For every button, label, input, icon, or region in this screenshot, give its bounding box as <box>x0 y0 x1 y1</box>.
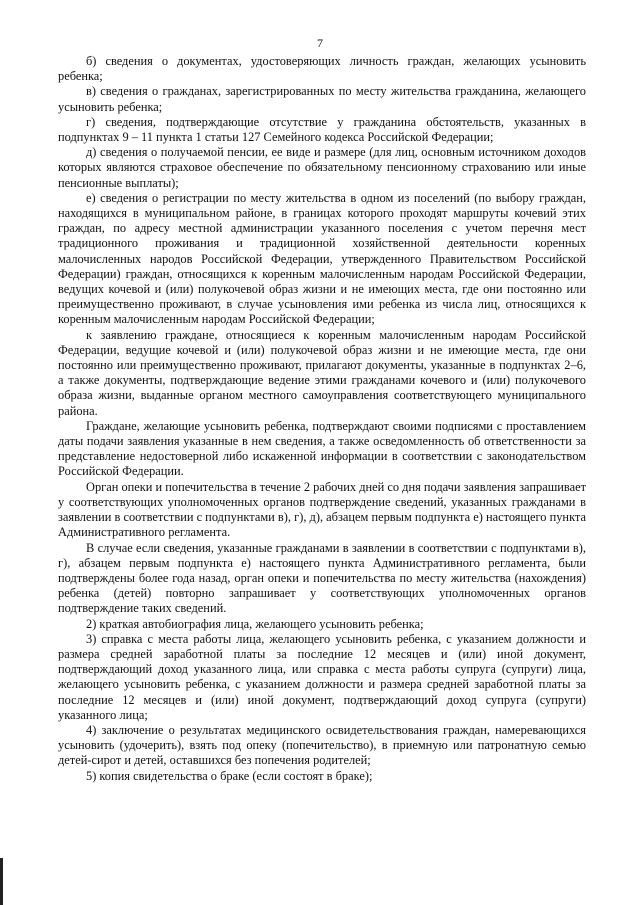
paragraph-e-registration-info: е) сведения о регистрации по месту жительства в одном из поселений (по выбору граждан, находящихся в муниципальном районе, в границах которого проходят маршруты кочевий этих граждан, по адресу местной администрации указанного поселения с учетом перечня мест традиционного проживания и традиционной хозяйственной деятельности коренных малочисленных народов Российской Федерации, утвержденного Правительством Российской Федерации) граждан, относящихся к коренным малочисленным народам Российской Федерации, ведущих кочевой и (или) полукочевой образ жизни и не имеющих места, где они постоянно или преимущественно проживают, в случае усыновления ими ребенка из числа лиц, относящихся к коренным малочисленным народам Российской Федерации; <box>58 190 586 327</box>
paragraph-g-absence-circumstances: г) сведения, подтверждающие отсутствие у гражданина обстоятельств, указанных в подпунктах 9 – 11 пункта 1 статьи 127 Семейного кодекса Российской Федерации; <box>58 114 586 145</box>
paragraph-2-autobiography: 2) краткая автобиография лица, желающего усыновить ребенка; <box>86 616 424 631</box>
paragraph-d-pension-info: д) сведения о получаемой пенсии, ее виде и размере (для лиц, основным источником доходов которых являются страховое обеспечение по обязательному пенсионному страхованию или иные пенсионные выплаты); <box>58 145 586 190</box>
paragraph-b-identity-docs: б) сведения о документах, удостоверяющих личность граждан, желающих усыновить ребенка; <box>58 54 586 84</box>
document-body <box>58 54 586 784</box>
scan-edge-mark <box>0 858 3 905</box>
page-number: 7 <box>317 36 323 50</box>
paragraph-v-registered-persons: в) сведения о гражданах, зарегистрированных по месту жительства гражданина, желающего усыновить ребенка; <box>58 84 586 114</box>
paragraph-repeat-request: В случае если сведения, указанные гражданами в заявлении в соответствии с подпунктами в), г), абзацем первым подпункта е) настоящего пункта Административного регламента, были подтверждены более года назад, орган опеки и попечительства по месту жительства (нахождения) ребенка (детей) повторно запрашивает у соответствующих уполномоченных органов подтверждение таких сведений. <box>58 540 586 616</box>
paragraph-guardianship-request: Орган опеки и попечительства в течение 2 рабочих дней со дня подачи заявления запрашивает у соответствующих уполномоченных органов подтверждение сведений, указанных гражданами в заявлении в соответствии с подпунктами в), г), д), абзацем первым подпункта е) настоящего пункта Административного регламента. <box>58 479 586 540</box>
paragraph-3-employment-certificate: 3) справка с места работы лица, желающего усыновить ребенка, с указанием должности и размера средней заработной платы за последние 12 месяцев и (или) иной документ, подтверждающий доход указанного лица, или справка с места работы супруга (супруги) лица, желающего усыновить ребенка, с указанием должности и размера средней заработной платы за последние 12 месяцев и (или) иной документ, подтверждающий доход супруга (супруги) указанного лица; <box>58 631 586 722</box>
paragraph-signature-confirmation: Граждане, желающие усыновить ребенка, подтверждают своими подписями с проставлением даты подачи заявления указанные в нем сведения, а также осведомленность об ответственности за представление недостоверной либо искаженной информации в соответствии с законодательством Российской Федерации. <box>58 418 586 479</box>
paragraph-4-medical-report: 4) заключение о результатах медицинского освидетельствования граждан, намеревающихся усыновить (удочерить), взять под опеку (попечительство), в приемную или патронатную семью детей-сирот и детей, оставшихся без попечения родителей; <box>58 722 586 768</box>
paragraph-5-marriage-certificate: 5) копия свидетельства о браке (если состоят в браке); <box>86 768 373 783</box>
paragraph-nomadic-peoples-docs: к заявлению граждане, относящиеся к коренным малочисленным народам Российской Федерации, ведущие кочевой и (или) полукочевой образ жизни и не имеющие места, где они постоянно или преимущественно проживают, прилагают документы, указанные в подпунктах 2–6, а также документы, подтверждающие ведение этими гражданами кочевого и (или) полукочевого образа жизни, выданные органом местного самоуправления соответствующего муниципального района. <box>58 327 586 418</box>
